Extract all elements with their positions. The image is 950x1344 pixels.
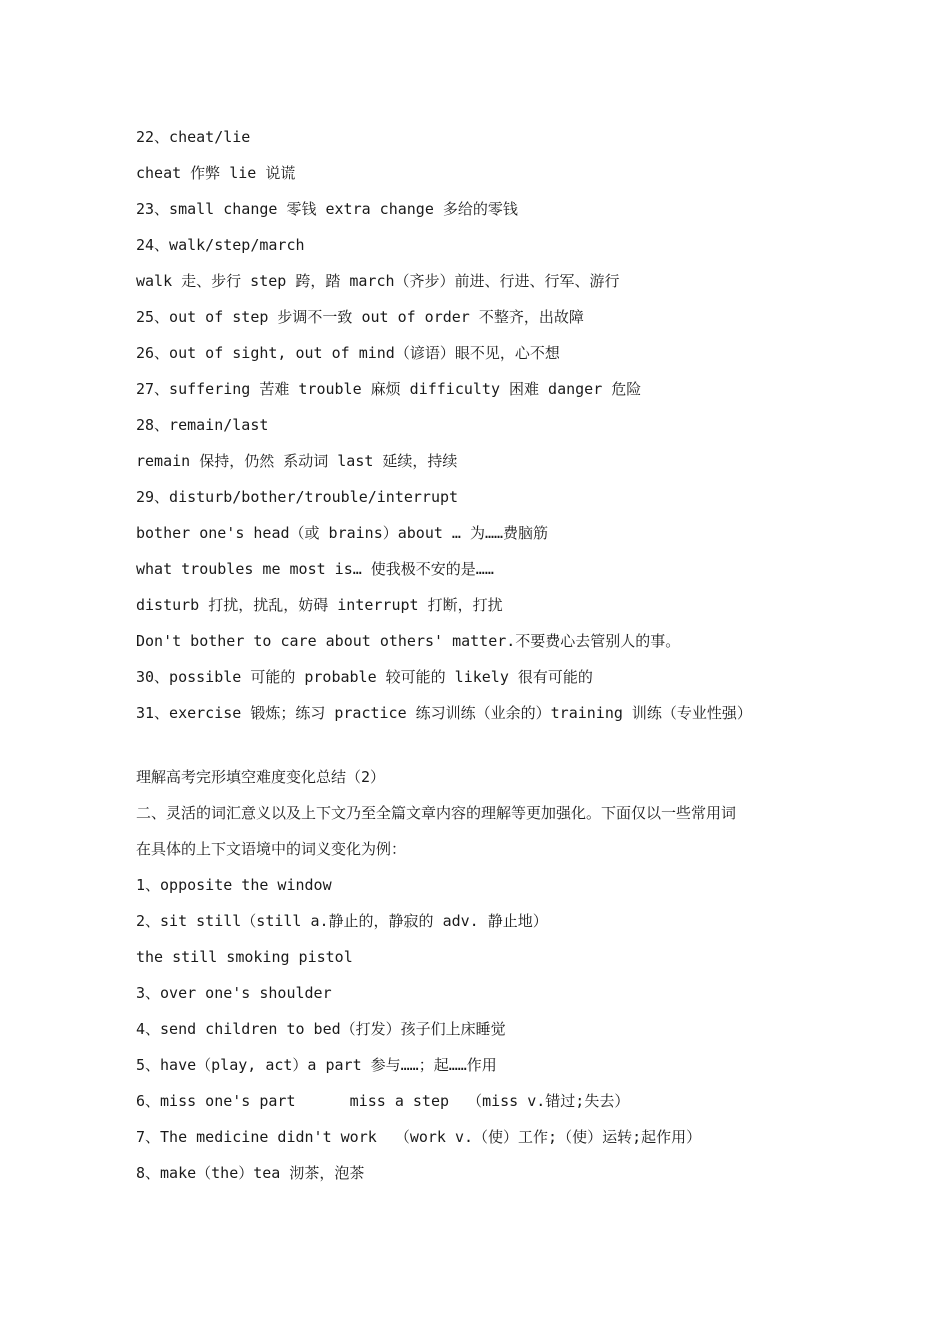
text-line: 8、make（the）tea 沏茶，泡茶 <box>136 1164 365 1182</box>
text-line: 27、suffering 苦难 trouble 麻烦 difficulty 困难 danger 危险 <box>136 380 642 398</box>
text-line: 在具体的上下文语境中的词义变化为例： <box>136 840 407 858</box>
text-line: what troubles me most is… 使我极不安的是…… <box>136 560 494 578</box>
text-line: 7、The medicine didn't work （work v.（使）工作;（使）运转;起作用） <box>136 1128 702 1146</box>
text-line: Don't bother to care about others' matter.不要费心去管别人的事。 <box>136 632 681 650</box>
text-line: 31、exercise 锻炼；练习 practice 练习训练（业余的）training 训练（专业性强） <box>136 704 752 722</box>
text-line: 4、send children to bed（打发）孩子们上床睡觉 <box>136 1020 506 1038</box>
text-line: remain 保持，仍然 系动词 last 延续，持续 <box>136 452 458 470</box>
section-gap <box>136 737 836 765</box>
text-line: 3、over one's shoulder <box>136 984 332 1002</box>
text-line: the still smoking pistol <box>136 948 353 966</box>
text-line: walk 走、步行 step 跨，踏 march（齐步）前进、行进、行军、游行 <box>136 272 620 290</box>
text-line: 29、disturb/bother/trouble/interrupt <box>136 488 459 506</box>
text-line: cheat 作弊 lie 说谎 <box>136 164 296 182</box>
text-line: 30、possible 可能的 probable 较可能的 likely 很有可能的 <box>136 668 593 686</box>
text-line: 26、out of sight, out of mind（谚语）眼不见，心不想 <box>136 344 560 362</box>
text-line: 22、cheat/lie <box>136 128 251 146</box>
text-line: 23、small change 零钱 extra change 多给的零钱 <box>136 200 518 218</box>
text-line: disturb 打扰，扰乱，妨碍 interrupt 打断，打扰 <box>136 596 503 614</box>
text-line: 24、walk/step/march <box>136 236 305 254</box>
text-line: 25、out of step 步调不一致 out of order 不整齐，出故障 <box>136 308 584 326</box>
document-page <box>136 125 836 1197</box>
text-line: 5、have（play, act）a part 参与……；起……作用 <box>136 1056 497 1074</box>
text-line: bother one's head（或 brains）about … 为……费脑筋 <box>136 524 549 542</box>
text-line: 2、sit still（still a.静止的，静寂的 adv. 静止地） <box>136 912 548 930</box>
text-line: 28、remain/last <box>136 416 269 434</box>
text-line: 二、灵活的词汇意义以及上下文乃至全篇文章内容的理解等更加强化。下面仅以一些常用词 <box>136 804 737 822</box>
text-line: 6、miss one's part miss a step （miss v.错过;失去） <box>136 1092 630 1110</box>
section-title: 理解高考完形填空难度变化总结（2） <box>136 768 386 786</box>
text-line: 1、opposite the window <box>136 876 332 894</box>
